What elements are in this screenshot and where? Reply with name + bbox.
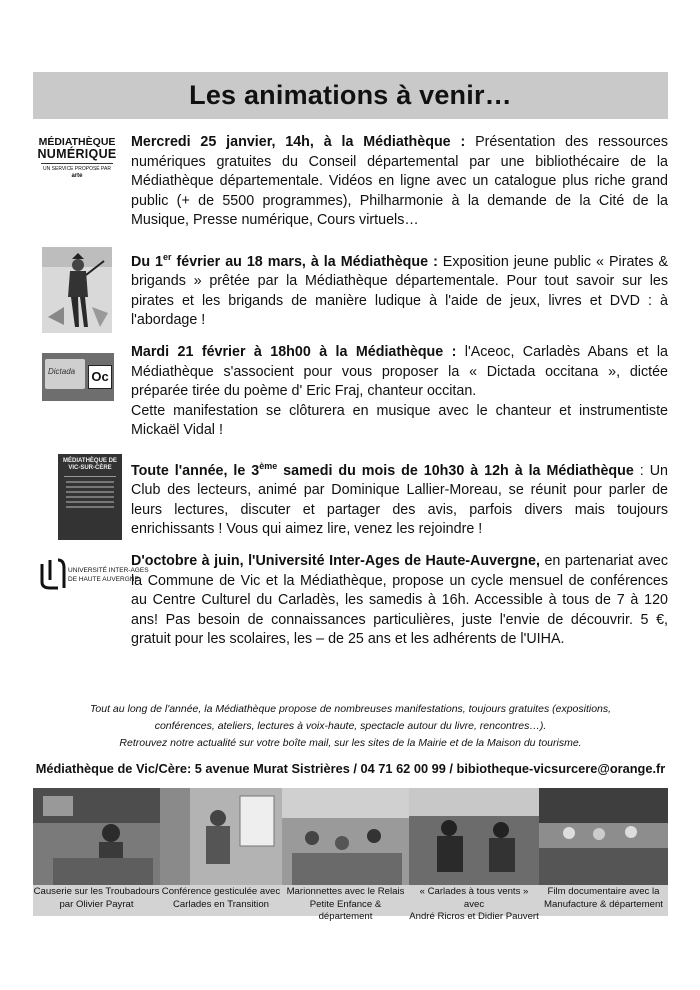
contact-line: Médiathèque de Vic/Cère: 5 avenue Murat Sistrières / 04 71 62 00 99 / bibiotheque-vicsurcere@orange.fr	[35, 761, 666, 776]
page-title: Les animations à venir…	[189, 80, 512, 110]
poster-line-2: VIC-SUR-CÈRE	[68, 465, 112, 471]
photo-troubadours	[33, 788, 160, 885]
caption-film: Film documentaire avec la Manufacture & département	[544, 886, 663, 910]
event-dictada	[33, 343, 668, 443]
heading-part-2: février au 18 mars, à la Médiathèque :	[171, 253, 438, 270]
event-text	[131, 457, 668, 540]
note-line-3: Retrouvez notre actualité sur votre boîte mail, sur les sites de la Mairie et de la Maison du tourisme.	[119, 737, 582, 749]
photo-marionnettes	[282, 788, 409, 885]
dictada-label: Dictada	[48, 367, 76, 376]
event-heading	[131, 463, 634, 479]
heading-part-1: Du 1	[131, 253, 163, 270]
caption-marionnettes: Marionnettes avec le Relais Petite Enfance & département	[286, 886, 405, 922]
event-body: Exposition jeune public « Pirates & brigands » prêtée par la Médiathèque départementale. Pour tout savoir sur les pirates et les brigands de manière ludique à l'aide de jeux, livres et DVD : à l'abordage !	[131, 253, 668, 329]
event-body: l'Aceoc, Carladès Abans et la Médiathèque s'associent pour vous proposer la « Dictada occitana », dictée préparée tirée du poème d' Eric Fraj, chanteur occitan.	[131, 344, 668, 399]
caption-troubadours: Causerie sur les Troubadours par Olivier Payrat	[33, 886, 160, 910]
heading-part-2: samedi du mois de 10h30 à 12h à la Médiathèque	[277, 462, 634, 479]
event-body: Présentation des ressources numériques gratuites du Conseil départemental par une bibliothécaire de la Médiathèque départementale. Vidéos en ligne avec un catalogue plus riche grand public (+ de 5500 programmes), Philharmonie à la demande de la Cité de la Musique, Presse numérique, Cours virtuels…	[131, 134, 668, 228]
general-notes	[33, 701, 668, 752]
pirate-image	[42, 247, 112, 333]
logo-line-4: arte	[71, 173, 83, 179]
pirate-illustration	[42, 247, 112, 333]
carlades-vents-image	[409, 788, 539, 885]
oc-badge: Oc	[88, 365, 112, 389]
title-bar	[33, 72, 668, 119]
event-pirates	[33, 248, 668, 336]
uiha-emblem	[38, 558, 68, 592]
club-lecteurs-poster	[58, 454, 122, 540]
photo-conference	[160, 788, 282, 885]
logo-line-1: MÉDIATHÈQUE	[38, 136, 116, 148]
event-body: : Un Club des lecteurs, animé par Dominique Lallier-Moreau, se réunit pour parler de leurs lectures, discuter et partager des avis, parfois divers mais toujours enrichissants ! Vous qui aimez lire, venez les rejoindre !	[131, 462, 668, 538]
photo-carlades-vents	[409, 788, 539, 885]
caption-conference: Conférence gesticulée avec Carlades en Transition	[161, 886, 281, 910]
event-body: en partenariat avec la Commune de Vic et la Médiathèque, propose un cycle mensuel de conférences au Centre Culturel du Carladès, les samedis à 16h. Accessible à tous de 7 à 120 ans! Pas besoin de connaissances particulières, juste l'envie de découvrir. 5 €, gratuit pour les scolaires, les – de 25 ans et les adhérents de l'UIHA.	[131, 553, 668, 647]
event-numerique	[33, 133, 668, 233]
troubadours-image	[33, 788, 160, 885]
event-text	[131, 343, 668, 441]
event-body-2: Cette manifestation se clôturera en musique avec le chanteur et instrumentiste Mickaël Vidal !	[131, 402, 668, 438]
event-heading: D'octobre à juin, l'Université Inter-Ages de Haute-Auvergne,	[131, 553, 540, 569]
marionnettes-image	[282, 788, 409, 885]
logo-line-2: NUMÉRIQUE	[37, 147, 117, 161]
event-heading: Mardi 21 février à 18h00 à la Médiathèque :	[131, 344, 457, 360]
event-heading: Mercredi 25 janvier, 14h, à la Médiathèque :	[131, 134, 466, 150]
event-text	[131, 248, 668, 331]
photo-strip	[33, 788, 668, 922]
event-club-lecteurs	[33, 457, 668, 541]
event-text	[131, 133, 668, 231]
heading-part-1: Toute l'année, le 3	[131, 462, 260, 479]
event-heading	[131, 254, 438, 270]
film-image	[539, 788, 668, 885]
heading-superscript: ème	[259, 461, 278, 471]
heading-superscript: er	[163, 252, 172, 262]
mediatheque-numerique-logo	[37, 137, 117, 181]
conference-image	[160, 788, 282, 885]
note-line-1: Tout au long de l'année, la Médiathèque propose de nombreuses manifestations, toujours gratuites (expositions,	[89, 703, 612, 715]
logo-line-3: UN SERVICE PROPOSÉ PAR	[43, 166, 111, 172]
event-uiha	[33, 552, 668, 672]
uiha-logo	[38, 558, 149, 594]
uiha-line-2: DE HAUTE AUVERGNE	[68, 576, 139, 583]
caption-carlades-vents: « Carlades à tous vents » avec André Ricros et Didier Pauvert	[409, 886, 539, 922]
photo-film	[539, 788, 668, 885]
dictada-image	[42, 353, 114, 401]
uiha-line-1: UNIVERSITÉ INTER-AGES	[68, 567, 149, 574]
event-text	[131, 552, 668, 650]
poster-line-1: MÉDIATHÈQUE DE	[63, 458, 117, 464]
note-line-2: conférences, ateliers, lectures à voix-haute, spectacle autour du livre, rencontres…).	[154, 720, 547, 732]
